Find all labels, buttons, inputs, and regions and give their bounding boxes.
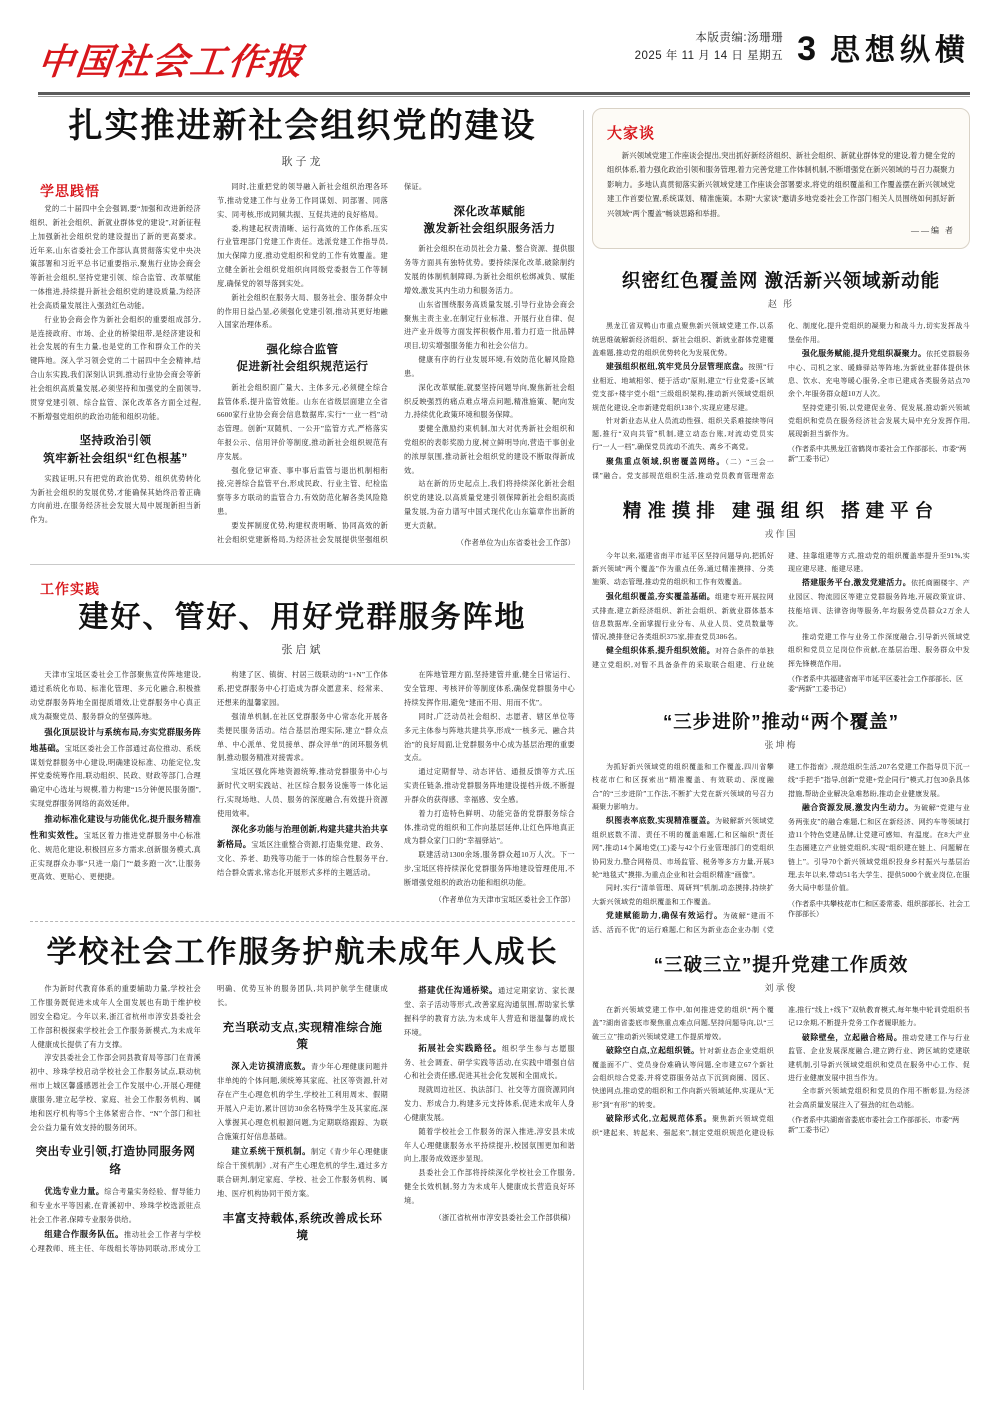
article3-subhead-3: 丰富支持载体,系统改善成长环境 xyxy=(222,1212,383,1243)
paragraph: 为抓好新兴领域党的组织覆盖和工作覆盖,四川省攀枝花市仁和区探索出“精准覆盖、有效联动、深度融合”的“三步进阶”工作法,不断扩大党在新兴领域的号召力凝聚力影响力。 xyxy=(592,763,774,811)
paragraph-text: 通过定期家访、家长课堂、亲子活动等形式,改善家庭沟通氛围,帮助家长掌握科学的教育方法,为未成年人营造和谐温馨的成长环境。 xyxy=(404,987,575,1037)
paragraph: 同时,广泛动员社会组织、志愿者、辖区单位等多元主体参与阵地共建共享,形成“一核多元、融合共治”的良好局面,让党群服务中心成为基层治理的重要支点。 xyxy=(404,712,575,763)
paragraph-text: 为破解新兴领域党组织底数不清、责任不明的覆盖难题,仁和区编织“责任网”,推动14个属地党(工)委与42个行业管理部门的党组织协同发力,整合网格员、市场监管、税务等多方力量,开展3轮“地毯式”摸排,为重点企业和社会组织精准“画像”。 xyxy=(592,817,774,879)
sidebar-article-2-byline: 张坤梅 xyxy=(764,740,798,751)
paragraph xyxy=(788,576,970,631)
paragraph-text: 为破解“建而不活、活而不优”的运行难题,仁和区为新业态企业办制《党建工作指南》,规范组织生活,207名党建工作指导员下沉一线“手把手”指导,创新“党建+党企同行”模式,打包30条具体措施,帮助企业解决急难愁盼,推动企业健康发展。 xyxy=(592,763,970,934)
paragraph xyxy=(788,1031,970,1086)
paragraph-text: 依托商圈楼宇、产业园区、物流园区等建立党群服务阵地,开展政策宣讲、技能培训、法律咨询等服务,年均服务党员群众2万余人次。 xyxy=(788,579,970,628)
paragraph xyxy=(592,360,774,415)
paragraph xyxy=(30,1184,201,1228)
subhead-line2: 促进新社会组织规范运行 xyxy=(236,361,369,374)
article-separator-1 xyxy=(30,564,575,565)
article1-subhead-3 xyxy=(404,204,575,239)
article2-inline-subhead-3: 深化多功能与治理创新,构建共建共治共享新格局。 xyxy=(217,824,388,850)
paragraph-text: 针对新业态企业党组织覆盖面不广、党员身份难确认等问题,全市建立67个新社会组织综合党委,并将党群服务站点下沉到商圈、园区、快递网点,推动党的组织和工作向新兴领域延伸,实现从“无形”到“有形”的转变。 xyxy=(592,1046,775,1109)
sub: 强化服务赋能,提升党组织凝聚力。 xyxy=(802,348,927,358)
masthead-rule xyxy=(38,92,970,95)
article3-inline-subhead-c: 深入走访摸清底数。 xyxy=(231,1062,311,1072)
article3-inline-subhead-e: 搭建优任沟通桥梁。 xyxy=(418,986,498,996)
sidebar-article-1-headline: 精准摸排 建强组织 搭建平台 xyxy=(622,499,940,521)
sidebar-article-1-byline: 戎作国 xyxy=(764,528,798,539)
paragraph xyxy=(30,812,201,885)
page-number: 3 xyxy=(797,30,816,69)
article1-subhead-2 xyxy=(217,342,388,377)
paragraph-text: 聚焦新兴领域党组织“建起来、转起来、强起来”,制定党组织规范化建设标准,推行“线上+线下”双轨教育模式,每年集中轮训党组织书记12余期,不断提升党务工作者履职能力。 xyxy=(592,1006,970,1137)
paragraph-text: 青少年心理健康问题并非单纯的个体问题,须统筹其家庭、社区等资源,针对存在产生心理危机的学生,学校社工利用周末、假期开展入户走访,累计回访30余名特殊学生及其家庭,深入掌握其心理危机根源问题,为定期联络跟踪、为联合施策打好信息基础。 xyxy=(217,1063,388,1141)
page-editor: 本版责编:汤珊珊 xyxy=(695,32,784,44)
article-school-social-work xyxy=(30,936,575,1258)
sub: 建强组织枢纽,筑牢党员分层管理底盘。 xyxy=(606,362,749,372)
paragraph xyxy=(592,1044,774,1112)
sidebar-article-3-body xyxy=(592,1004,970,1140)
paragraph xyxy=(217,1144,388,1201)
subhead-line1: 深化改革赋能 xyxy=(453,205,526,218)
paragraph: 要健全激励约束机制,加大对优秀新社会组织和党组织的表彰奖励力度,树立鲜明导向,营造干事创业的浓厚氛围,推动新社会组织党的建设不断取得新成效。 xyxy=(404,425,575,475)
article3-inline-subhead-d: 建立系统干预机制。 xyxy=(231,1147,311,1157)
article2-inline-subhead-1: 强化顶层设计与系统布局,夯实党群服务阵地基础。 xyxy=(30,727,201,753)
paragraph-text: 宝坻区注重整合资源,打造集党建、政务、文化、养老、助残等功能于一体的综合性服务平台,结合群众需求,常态化开展形式多样的主题活动。 xyxy=(217,841,388,878)
paragraph: 委,构建起权责清晰、运行高效的工作体系,压实行业管理部门党建工作责任。选派党建工作指导员,加大保障力度,推动党组织和党的工作有效覆盖。建立健全新社会组织党组织向同级党委报告工作等制度,确保党的领导落到实处。 xyxy=(217,224,388,288)
article3-inline-subhead-a: 优选专业力量。 xyxy=(44,1186,105,1196)
column-divider xyxy=(583,110,584,1390)
sidebar-article-3 xyxy=(592,953,970,1140)
paragraph: 构建了区、镇街、村居三级联动的“1+N”工作体系,把党群服务中心打造成为群众愿意来、经常来、还想来的温馨家园。 xyxy=(217,671,388,708)
paragraph xyxy=(404,1041,575,1085)
paragraph: 淳安县委社会工作部会同县教育局等部门在青溪初中、珍珠学校启动学校社会工作服务试点,联动杭州市上城区馨盛感恩社会工作发展中心,开展心理健康服务,建立起学校、家庭、社会工作服务机构、属地和医疗机构等5个主体紧密合作、“N”个部门和社会公益力量有效支持的服务闭环。 xyxy=(30,1054,201,1132)
paragraph: 站在新的历史起点上,我们将持续深化新社会组织党的建设,以高质量党建引领保障新社会组织高质量发展,为奋力谱写中国式现代化山东篇章作出新的更大贡献。 xyxy=(404,480,575,530)
paragraph-text: 宝坻区着力推进党群服务中心标准化、规范化建设,积极回应多方需求,创新服务模式,真正实现群众办事“只进一扇门”“最多跑一次”,让服务更高效、更贴心、更便捷。 xyxy=(30,831,201,882)
article3-inline-subhead-b: 组建合作服务队伍。 xyxy=(44,1230,124,1240)
sub: 搭建服务平台,激发党建活力。 xyxy=(802,578,911,588)
dajiatan-intro: 新兴领域党建工作座谈会提出,突出抓好新经济组织、新社会组织、新就业群体党的建设,着力健全党的组织体系,着力强化政治引领和服务管理,着力完善党建工作体制机制,不断增强党在新兴领域的号召力凝聚力影响力。多地认真贯彻落实新兴领域党建工作座谈会部署要求,将党的组织覆盖和工作覆盖摆在新兴领域党建工作首要位置,系统谋划、精准施策。本期“大家谈”邀请多地党委社会工作部门相关人员围绕如何抓好新兴领域“两个覆盖”畅谈思路和举措。 xyxy=(607,151,955,218)
paragraph-text: 对符合条件的单独建立党组织,对暂不具备条件的采取联合组建、行业统建、挂靠组建等方式,推动党的组织覆盖率提升至91%,实现应建尽建、能建尽建。 xyxy=(592,551,970,670)
newspaper-logo: 中国社会工作报 xyxy=(35,42,307,82)
paragraph: 现就周边社区、执法部门、社交等方面资源同向发力、形成合力,构建多元支持体系,促进未成年人身心健康发展。 xyxy=(404,1086,575,1122)
dajiatan-box xyxy=(592,108,970,249)
paragraph: 新社会组织在服务大局、服务社会、服务群众中的作用日益凸显,必须强化党建引领,推动其更好地融入国家治理体系。 xyxy=(217,293,388,330)
article-service-position xyxy=(30,579,575,905)
sidebar-article-2 xyxy=(592,710,970,937)
paragraph: 随着学校社会工作服务的深入推进,淳安县未成年人心理健康服务水平持续提升,校园氛围更加和谐向上,服务成效逐步显现。 xyxy=(404,1127,575,1164)
sidebar-article-0-body xyxy=(592,320,970,483)
paragraph-text: 依托党群服务中心、司机之家、暖蜂驿站等阵地,为新就业群体提供休息、饮水、充电等暖心服务,全市已建成各类服务站点70余个,年服务群众超10万人次。 xyxy=(788,349,971,399)
article2-source: （作者单位为天津市宝坻区委社会工作部） xyxy=(434,895,575,904)
article-separator-2 xyxy=(30,921,575,922)
sidebar-article-2-body xyxy=(592,761,970,937)
article1-subhead-1 xyxy=(30,433,201,468)
subhead-line2: 激发新社会组织服务活力 xyxy=(423,223,556,236)
paragraph xyxy=(30,725,201,812)
sidebar-article-1-body xyxy=(592,550,970,694)
paragraph: 新社会组织面广量大、主体多元,必须健全综合监管体系,提升监管效能。山东在省级层面建立全省6600家行业协会商会信息数据库,实行“一业一档”动态管理。创新“双随机、一公开”监管方式,严格落实年报公示、信用评价等制度,推动新社会组织规范有序发展。 xyxy=(217,383,388,461)
page-body xyxy=(30,108,970,1393)
paragraph: 实践证明,只有把党的政治优势、组织优势转化为新社会组织的发展优势,才能确保其始终沿着正确方向前进,在服务经济社会发展大局中展现新担当新作为。 xyxy=(30,474,201,525)
paragraph: 山东省围绕服务高质量发展,引导行业协会商会聚焦主责主业,在制定行业标准、开展行业自律、促进产业升级等方面发挥积极作用,着力打造一批品牌项目,切实增强服务能力和社会公信力。 xyxy=(404,300,575,351)
sidebar-article-0-headline: 织密红色覆盖网 激活新兴领域新动能 xyxy=(621,270,941,292)
sidebar-article-3-headline: “三破三立”提升党建工作质效 xyxy=(653,954,909,975)
article3-inline-subhead-f: 拓展社会实践路径。 xyxy=(418,1043,503,1053)
article2-inline-subhead-2: 推动标准化建设与功能优化,提升服务精准性和实效性。 xyxy=(30,814,201,840)
dajiatan-title: 大家谈 xyxy=(607,125,656,142)
paragraph: 天津市宝坻区委社会工作部聚焦宣传阵地建设,通过系统化布局、标准化管理、多元化融合,积极推动党群服务阵地全面提质增效,让党群服务中心真正成为凝聚党员、服务群众的坚强阵地。 xyxy=(30,671,201,721)
paragraph: 健康有序的行业发展环境,有效防范化解风险隐患。 xyxy=(404,356,575,378)
paragraph-text: 组建专班开展拉网式排查,建立新经济组织、新社会组织、新就业群体基本信息数据库,全面掌握行业分布、从业人员、党员数量等情况,摸排登记各类组织375家,排查党员386名。 xyxy=(592,592,774,642)
masthead xyxy=(0,0,1000,96)
sub: 破除形式化,立起规范体系。 xyxy=(606,1113,713,1123)
sidebar-article-0 xyxy=(592,269,970,483)
paragraph-text: 推动社会工作者与学校心理教师、班主任、年级组长等协同联动,形成分工明确、优势互补的服务团队,共同护航学生健康成长。 xyxy=(30,985,388,1254)
paragraph-text: 组织学生参与志愿服务、社会调查、研学实践等活动,在实践中增强自信心和社会责任感,促进其社会化发展和全面成长。 xyxy=(404,1044,575,1081)
paragraph-text: （二）“三会一课”融合。党支部规范组织生活,推动党员教育管理常态化、制度化,提升党组织的凝聚力和战斗力,切实发挥战斗堡垒作用。 xyxy=(592,322,970,480)
sub: 破除壁垒，立起融合格局。 xyxy=(802,1032,903,1042)
subhead-line1: 坚持政治引领 xyxy=(79,435,152,448)
paragraph: 在新兴领域党建工作中,如何推进党的组织“两个覆盖”?湖南省娄底市聚焦重点难点问题,坚持问题导向,以“三破三立”推动新兴领域党建工作提质增效。 xyxy=(592,1006,774,1041)
paragraph: 坚持党建引领,以党建促业务、促发展,推动新兴领域党组织和党员在服务经济社会发展大局中充分发挥作用,展现新担当新作为。 xyxy=(788,403,970,439)
paragraph-text: 制定《青少年心理健康综合干预机制》,对有产生心理危机的学生,通过多方联合研判,制定家庭、学校、社会工作服务机构、属地、医疗机构协同干预方案。 xyxy=(217,1148,388,1199)
sidebar-article-1 xyxy=(592,499,970,694)
subhead-line2: 筑牢新社会组织“红色根基” xyxy=(43,452,188,465)
paragraph: 党的二十届四中全会强调,要“加强和改进新经济组织、新社会组织、新就业群体党的建设”,对新征程上加强新社会组织党的建设提出了新的更高要求。近年来,山东省委社会工作部认真贯彻落实党中央决策部署和习近平总书记重要指示,聚焦行业协会商会等新社会组织,坚持党建引领、综合监管、改革赋能一体推进,持续提升新社会组织党的建设质量,为经济社会高质量发展注入强劲红色动能。 xyxy=(30,205,201,310)
paragraph: 黑龙江省双鸭山市重点聚焦新兴领域党建工作,以系统思维破解新经济组织、新社会组织、新就业群体党建覆盖难题,推动党的组织优势转化为发展优势。 xyxy=(592,322,774,357)
sidebar-article-0-source: （作者系中共黑龙江省鹤岗市委社会工作部部长、市委“两新”工委书记） xyxy=(788,445,967,464)
paragraph: 强化登记审查、事中事后监管与退出机制相衔接,完善综合监管平台,形成民政、行业主管、纪检监察等多方联动的监管合力,有效防范化解各类风险隐患。 xyxy=(217,466,388,517)
sub: 破除空白点,立起组织链。 xyxy=(606,1045,700,1055)
paragraph: 同时,注重把党的领导融入新社会组织治理各环节,推动党建工作与业务工作同谋划、同部署、同落实、同考核,形成同频共振、互促共进的良好格局。 xyxy=(217,183,388,219)
article3-headline: 学校社会工作服务护航未成年人成长 xyxy=(46,935,559,969)
article3-source: （浙江省杭州市淳安县委社会工作部供稿） xyxy=(434,1213,575,1222)
sub: 织图表率底数,实现精准覆盖。 xyxy=(606,816,715,826)
article2-kicker: 工作实践 xyxy=(40,580,100,597)
sidebar-article-2-source: （作者系中共攀枝花市仁和区委常委、组织部部长、社会工作部部长） xyxy=(788,899,970,918)
paragraph-text: 为破解“党建与业务两张皮”的融合难题,仁和区在新经济、网约车等领域打造11个特色党建品牌,让党建可感知、有温度。在8大产业生态圈建立产业链党组织,实现“组织建在链上、问题解在链上”。引导70个新兴领域党组织投身乡村振兴与基层治理,去年以来,带动51名大学生、提供5000个就业岗位,在服务大局中彰显价值。 xyxy=(788,804,970,893)
paragraph xyxy=(592,590,774,645)
paragraph: 着力打造特色鲜明、功能完备的党群服务综合体,推动党的组织和工作向基层延伸,让红色阵地真正成为群众家门口的“幸福驿站”。 xyxy=(404,809,575,846)
sidebar-article-3-byline: 刘承俊 xyxy=(764,983,798,994)
masthead-right xyxy=(634,30,970,69)
article2-byline: 张启斌 xyxy=(281,644,324,657)
sub: 党建赋能助力,确保有效运行。 xyxy=(606,910,723,920)
article1-byline: 耿子龙 xyxy=(281,156,324,169)
article3-subhead-2: 充当联动支点,实现精准综合施策 xyxy=(222,1021,383,1052)
paragraph xyxy=(217,1059,388,1144)
paragraph: 深化改革赋能,就要坚持问题导向,聚焦新社会组织反映强烈的痛点难点堵点问题,精准施策、靶向发力,持续优化政策环境和服务保障。 xyxy=(404,383,575,420)
dajiatan-editor-sign: ——编 者 xyxy=(911,226,955,236)
paragraph: 强清单机制,在社区党群服务中心常态化开展各类便民服务活动。结合基层治理实际,建立“群众点单、中心派单、党员接单、群众评单”的闭环服务机制,推动服务精准对接需求。 xyxy=(217,712,388,763)
sidebar-article-2-headline: “三步进阶”推动“两个覆盖” xyxy=(662,711,899,733)
article3-subhead-1: 突出专业引领,打造协同服务网络 xyxy=(35,1146,196,1176)
sidebar-zone xyxy=(592,108,970,1393)
paragraph-text: 推动党建工作与行业监管、企业发展深度融合,建立跨行业、跨区域的党建联建机制,引导新兴领域党组织和党员在服务中心工作、促进行业健康发展中担当作为。 xyxy=(788,1033,971,1083)
paragraph: 新社会组织在动员社会力量、整合资源、提供服务等方面具有独特优势。要持续深化改革,破除制约发展的体制机制障碍,为新社会组织松绑减负、赋能增效,激发其内生动力和服务活力。 xyxy=(404,245,575,295)
paragraph: 针对新业态从业人员流动性强、组织关系难接续等问题,推行“双向共管”机制,建立动态台账,对流动党员实行“一人一档”,确保党员流动不流失、离乡不离党。 xyxy=(592,416,774,452)
article1-body xyxy=(30,181,575,548)
paragraph: 通过定期督导、动态评估、通报反馈等方式,压实责任链条,推动党群服务阵地建设提档升级,不断提升群众的获得感、幸福感、安全感。 xyxy=(404,768,575,804)
paragraph: 行业协会商会作为新社会组织的重要组成部分,是连接政府、市场、企业的桥梁纽带,是经济建设和社会发展的有生力量,也是党的工作和群众工作的关键阵地。深入学习领会党的二十届四中全会精神,结合山东实践,我们深刻认识到,推动行业协会商会等新社会组织高质量发展,必须坚持和加强党的全面领导,贯穿党建引领、综合监管、深化改革各方面全过程,不断增强党组织的政治功能和组织功能。 xyxy=(30,315,201,421)
sub: 强化组织覆盖,夯实覆盖基础。 xyxy=(606,591,715,601)
sub: 融合资源发展,激发内生动力。 xyxy=(802,803,914,812)
subhead-line1: 强化综合监管 xyxy=(266,344,339,357)
left-column-zone xyxy=(30,108,575,1393)
article1-kicker: 学思践悟 xyxy=(40,183,100,200)
paragraph-text: 综合考量实务经验、督导能力和专业水平等因素,在青溪初中、珍珠学校选派驻点社会工作者,保障专业服务供给。 xyxy=(30,1187,201,1224)
article-party-building xyxy=(30,108,575,548)
paragraph-text: 按照“行业相近、地域相邻、便于活动”原则,建立“行业党委+区域党支部+楼宇党小组”三级组织架构,推动新兴领域党组织规范化建设,全市新建党组织138个,实现应建尽建。 xyxy=(592,363,775,412)
paragraph: 在阵地管理方面,坚持建管并重,健全日常运行、安全管理、考核评价等制度体系,确保党群服务中心持续发挥作用,避免“建而不用、用而不优”。 xyxy=(404,671,575,708)
sidebar-article-3-source: （作者系中共湖南省娄底市委社会工作部部长、市委“两新”工委书记） xyxy=(788,1115,960,1134)
paragraph: 县委社会工作部将持续深化学校社会工作服务,健全长效机制,努力为未成年人健康成长营造良好环境。 xyxy=(404,1169,575,1205)
sidebar-article-1-source: （作者系中共福建省南平市延平区委社会工作部部长、区委“两新”工委书记） xyxy=(788,675,963,694)
paragraph xyxy=(788,801,970,896)
paragraph xyxy=(788,347,970,402)
paragraph xyxy=(404,983,575,1040)
article2-body xyxy=(30,669,575,904)
paragraph: 要发挥制度优势,构建权责明晰、协同高效的新社会组织党建新格局,为经济社会发展提供坚强组织保证。 xyxy=(217,183,427,544)
sidebar-article-0-byline: 赵 彤 xyxy=(767,299,795,310)
masthead-meta xyxy=(635,30,783,66)
paragraph xyxy=(592,814,774,882)
paragraph: 同时,实行“清单管理、周研判”机制,动态摸排,持续扩大新兴领域党的组织覆盖和工作覆盖。 xyxy=(592,884,774,906)
sub: 聚焦重点领域,织密覆盖网络。 xyxy=(606,456,726,466)
paragraph xyxy=(217,822,388,882)
article3-body xyxy=(30,983,575,1257)
paragraph: 宝坻区强化阵地资源统筹,推动党群服务中心与新时代文明实践站、社区综合服务设施等一体化运行,实现场地、人员、服务的深度融合,有效提升资源使用效率。 xyxy=(217,768,388,818)
paragraph-text: 宝坻区委社会工作部通过高位推动、系统谋划党群服务中心建设,明确建设标准、功能定位,发挥党委统筹作用,联动组织、民政、财政等部门,合理确定中心选址与规模,着力构建“15分钟便民服务圈”,实现党群服务网络的高效延伸。 xyxy=(30,744,201,809)
sub: 健全组织体系,提升组织效能。 xyxy=(606,646,715,656)
article1-source: （作者单位为山东省委社会工作部） xyxy=(456,538,575,547)
section-title: 思想纵横 xyxy=(830,33,970,67)
paragraph: 今年以来,福建省南平市延平区坚持问题导向,把抓好新兴领域“两个覆盖”作为重点任务,通过精准摸排、分类施策、动态管理,推动党的组织和工作有效覆盖。 xyxy=(592,551,774,587)
article1-headline: 扎实推进新社会组织党的建设 xyxy=(68,108,537,145)
paragraph: 全市新兴领域党组织和党员的作用不断彰显,为经济社会高质量发展注入了强劲的红色动能。 xyxy=(788,1087,970,1109)
paragraph: 推动党建工作与业务工作深度融合,引导新兴领域党组织和党员立足岗位作贡献,在基层治理、服务群众中发挥先锋模范作用。 xyxy=(788,633,970,668)
paragraph: 作为新时代教育体系的重要辅助力量,学校社会工作服务既促进未成年人全面发展也有助于维护校园安全稳定。今年以来,浙江省杭州市淳安县委社会工作部积极探索学校社会工作服务新模式,为未成年人健康成长提供了有力支撑。 xyxy=(30,985,201,1049)
publication-date: 2025 年 11 月 14 日 星期五 xyxy=(634,49,784,62)
article2-headline: 建好、管好、用好党群服务阵地 xyxy=(78,600,527,634)
paragraph: 联建活动1300余场,服务群众超10万人次。下一步,宝坻区将持续深化党群服务阵地建设管理使用,不断增强党组织的政治功能和组织功能。 xyxy=(404,851,575,887)
